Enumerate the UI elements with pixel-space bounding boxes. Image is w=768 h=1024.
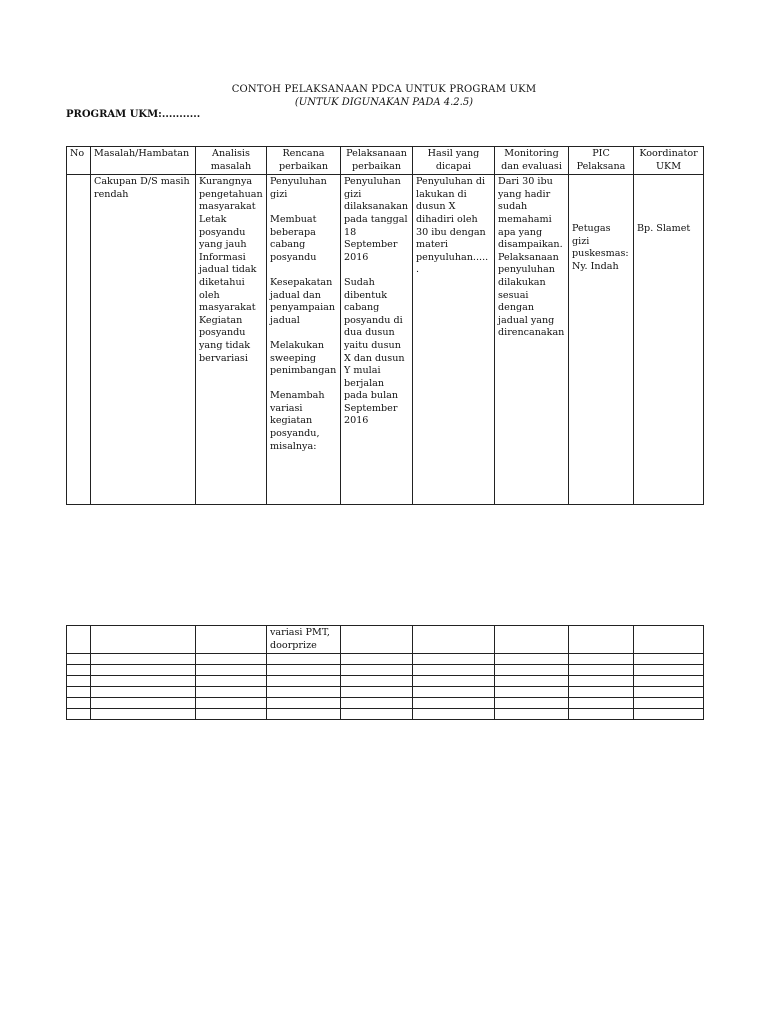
header-cell: Rencana perbaikan bbox=[267, 147, 341, 175]
cell-rencana-cont: variasi PMT, doorprize bbox=[267, 626, 341, 654]
table-row bbox=[67, 665, 704, 676]
pdca-table-continuation bbox=[66, 625, 704, 720]
table-row bbox=[67, 654, 704, 665]
cell-pic: Petugas gizi puskesmas: Ny. Indah bbox=[569, 175, 634, 505]
header-cell: Analisis masalah bbox=[196, 147, 267, 175]
cell-hasil: Penyuluhan di lakukan di dusun X dihadiri oleh 30 ibu dengan materi penyuluhan...... bbox=[413, 175, 495, 505]
table-header-row bbox=[67, 147, 704, 175]
table-row bbox=[67, 175, 704, 505]
header-cell: PIC Pelaksana bbox=[569, 147, 634, 175]
table-row bbox=[67, 626, 704, 654]
cell-rencana: Penyuluhan gizi Membuat beberapa cabang posyandu Kesepakatan jadual dan penyampaian jadual Melakukan sweeping penimbangan Menambah variasi kegiatan posyandu, misalnya: bbox=[267, 175, 341, 505]
document-subtitle: (UNTUK DIGUNAKAN PADA 4.2.5) bbox=[294, 97, 474, 108]
header-cell: Monitoring dan evaluasi bbox=[495, 147, 569, 175]
header-cell: No bbox=[67, 147, 91, 175]
cell-koordinator: Bp. Slamet bbox=[634, 175, 704, 505]
cell-analisis: Kurangnya pengetahuan masyarakat Letak posyandu yang jauh Informasi jadual tidak diketahui oleh masyarakat Kegiatan posyandu yang tidak bervariasi bbox=[196, 175, 267, 505]
cell-no bbox=[67, 175, 91, 505]
header-cell: Pelaksanaan perbaikan bbox=[341, 147, 413, 175]
table-row bbox=[67, 676, 704, 687]
header-cell: Koordinator UKM bbox=[634, 147, 704, 175]
header-cell: Masalah/Hambatan bbox=[91, 147, 196, 175]
table-row bbox=[67, 698, 704, 709]
table-row bbox=[67, 709, 704, 720]
cell-monitoring: Dari 30 ibu yang hadir sudah memahami apa yang disampaikan. Pelaksanaan penyuluhan dilakukan sesuai dengan jadual yang direncanakan bbox=[495, 175, 569, 505]
program-label: PROGRAM UKM:........... bbox=[66, 109, 201, 120]
table-row bbox=[67, 687, 704, 698]
pdca-table bbox=[66, 146, 704, 505]
document-title: CONTOH PELAKSANAAN PDCA UNTUK PROGRAM UKM bbox=[231, 84, 537, 95]
cell-masalah: Cakupan D/S masih rendah bbox=[91, 175, 196, 505]
header-cell: Hasil yang dicapai bbox=[413, 147, 495, 175]
cell-pelaksanaan: Penyuluhan gizi dilaksanakan pada tanggal 18 September 2016 Sudah dibentuk cabang posyandu di dua dusun yaitu dusun X dan dusun Y mulai berjalan pada bulan September 2016 bbox=[341, 175, 413, 505]
